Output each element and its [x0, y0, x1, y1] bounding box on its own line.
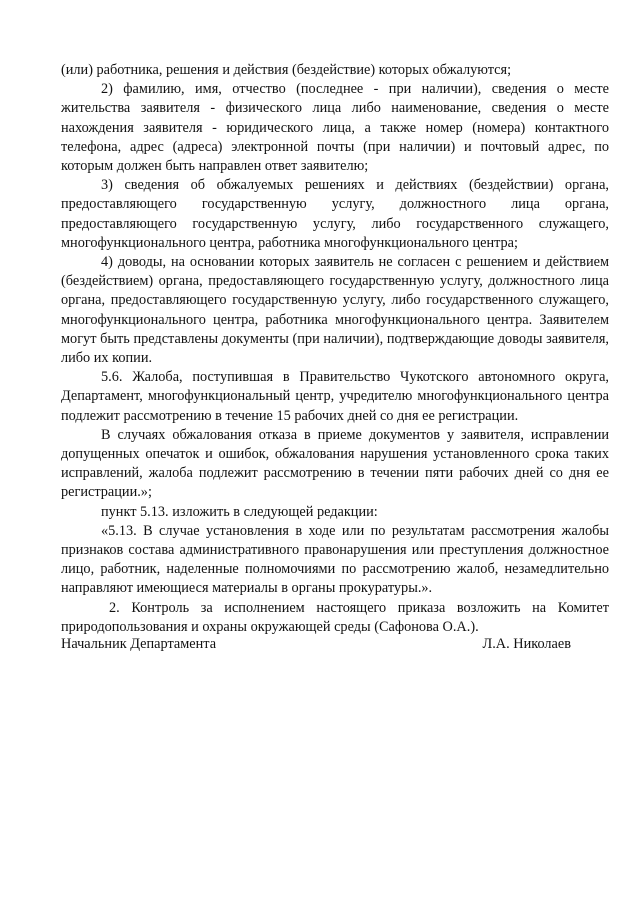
paragraph-item-4: 4) доводы, на основании которых заявитель не согласен с решением и действием (бездействием) органа, предоставляющего государственную услугу, должностного лица органа, предоставляющего государственную услугу, либо государственного служащего, многофункционального центра, работника многофункционального центра. Заявителем могут быть представлены документы (при наличии), подтверждающие доводы заявителя, либо их копии.	[61, 254, 609, 367]
signatory-title: Начальник Департамента	[61, 636, 217, 652]
paragraph-continuation: (или) работника, решения и действия (бездействие) которых обжалуются;	[61, 62, 512, 78]
paragraph-item-3: 3) сведения об обжалуемых решениях и действиях (бездействии) органа, предоставляющего государственную услугу, должностного лица органа, предоставляющего государственную услугу, либо государственного служащего, многофункционального центра, работника многофункционального центра;	[61, 177, 609, 251]
paragraph-refusal-cases: В случаях обжалования отказа в приеме документов у заявителя, исправлении допущенных опечаток и ошибок, обжалования нарушения установленного срока таких исправлений, жалоба подлежит рассмотрению в течении пяти рабочих дней со дня ее регистрации.»;	[61, 426, 609, 501]
paragraph-control: 2. Контроль за исполнением настоящего приказа возложить на Комитет природопользования и охраны окружающей среды (Сафонова О.А.).	[61, 599, 609, 635]
paragraph-item-2: 2) фамилию, имя, отчество (последнее - при наличии), сведения о месте жительства заявителя - физического лица либо наименование, сведения о месте нахождения заявителя - юридического лица, а также номер (номера) контактного телефона, адрес (адреса) электронной почты (при наличии) и почтовый адрес, по которым должен быть направлен ответ заявителю;	[61, 81, 609, 175]
paragraph-clause-5-6: 5.6. Жалоба, поступившая в Правительство Чукотского автономного округа, Департамент, многофункциональный центр, учредителю многофункционального центра подлежит рассмотрению в течение 15 рабочих дней со дня ее регистрации.	[61, 369, 609, 424]
document-body	[61, 61, 609, 637]
paragraph-clause-5-13: «5.13. В случае установления в ходе или по результатам рассмотрения жалобы признаков состава административного правонарушения или преступления должностное лицо, работник, наделенные полномочиями по рассмотрению жалоб, незамедлительно направляют имеющиеся материалы в органы прокуратуры.».	[61, 522, 609, 597]
paragraph-clause-5-13-intro: пункт 5.13. изложить в следующей редакции:	[101, 503, 378, 520]
signatory-name: Л.А. Николаев	[482, 636, 571, 652]
